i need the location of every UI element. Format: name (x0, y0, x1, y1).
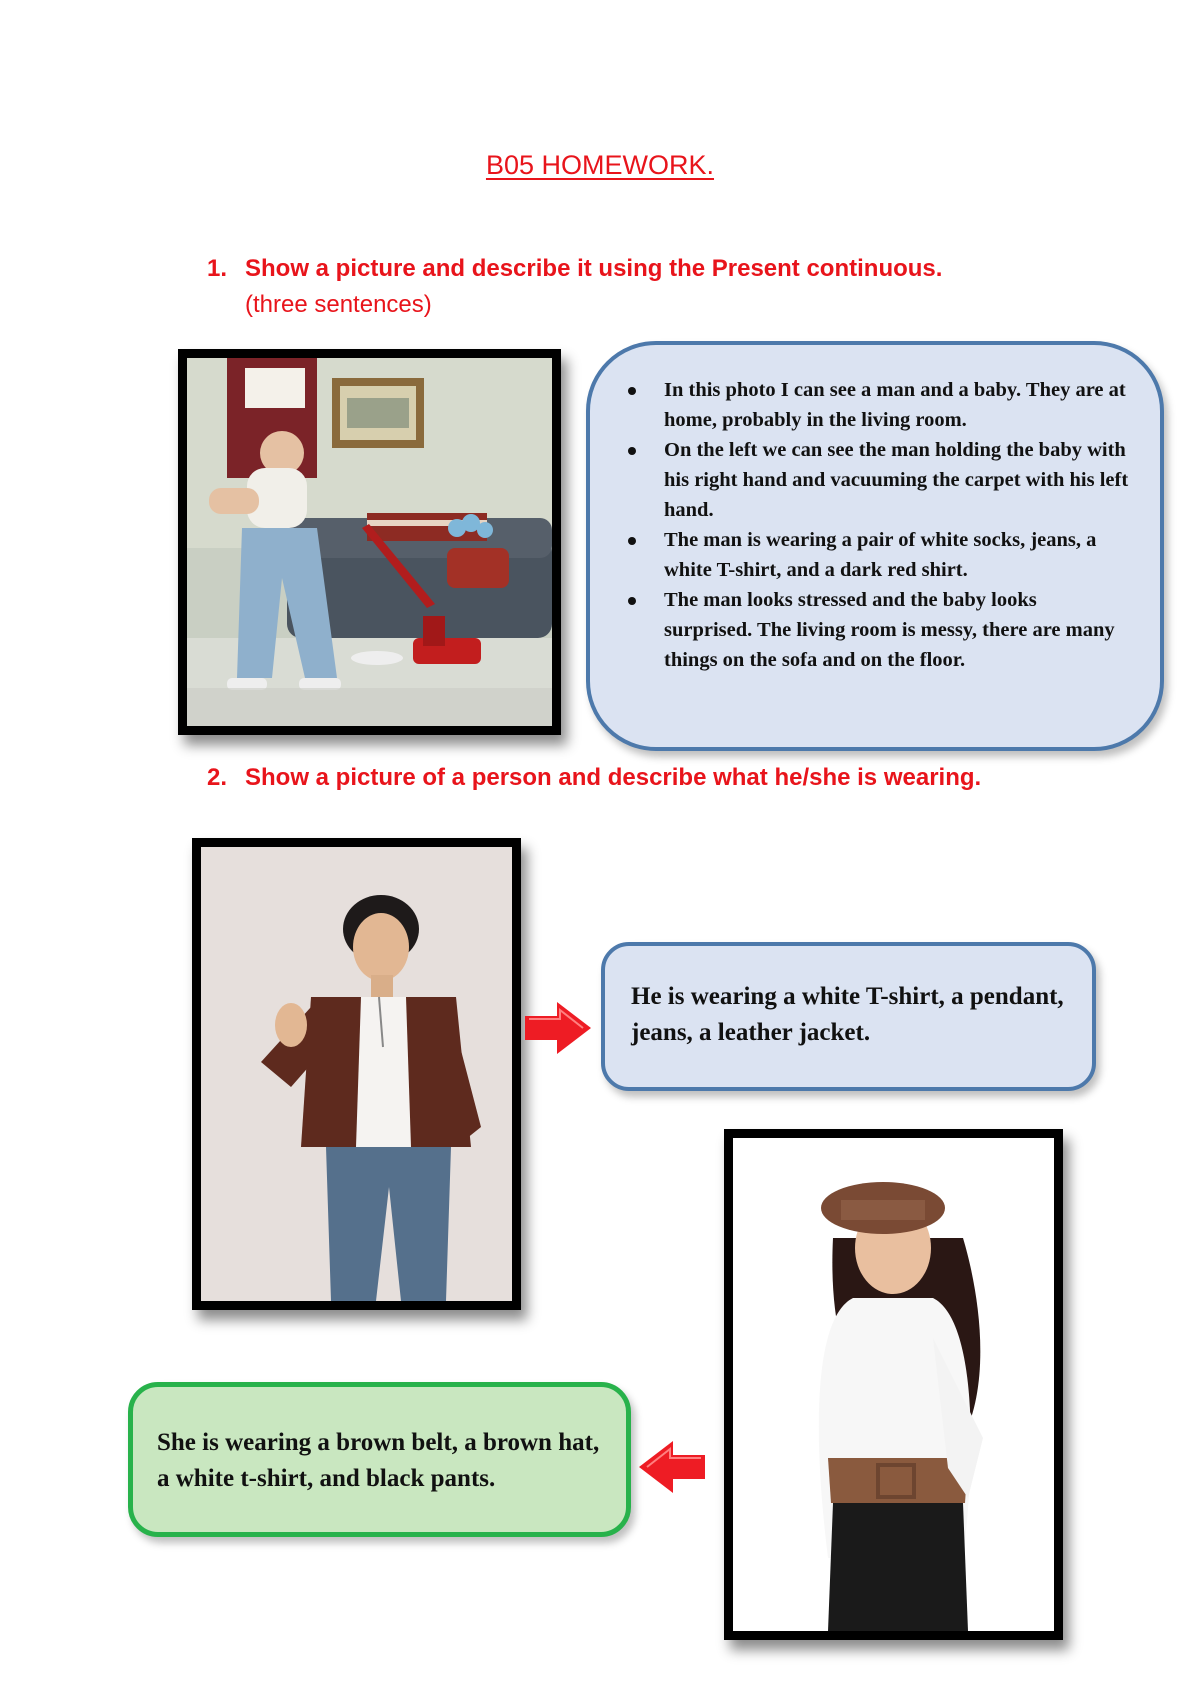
question-2-text: Show a picture of a person and describe what he/she is wearing. (245, 764, 982, 791)
description-bullets (590, 375, 1130, 675)
woman-illustration (733, 1138, 1054, 1631)
description-box (586, 341, 1164, 751)
man-caption-text: He is wearing a white T-shirt, a pendant, jeans, a leather jacket. (631, 983, 1064, 1046)
arrow-left-icon (637, 1439, 707, 1495)
woman-caption-box (128, 1382, 631, 1537)
bullet-icon (628, 597, 636, 605)
woman-caption-text: She is wearing a brown belt, a brown hat, a white t-shirt, and black pants. (157, 1429, 600, 1492)
description-bullet (590, 435, 1130, 525)
description-bullet (590, 585, 1130, 675)
description-bullet-text: The man is wearing a pair of white socks, jeans, a white T-shirt, and a dark red shirt. (664, 529, 1097, 581)
question-1-text: Show a picture and describe it using the Present continuous. (245, 255, 943, 282)
question-2-number: 2. (207, 764, 228, 791)
man-caption-box (601, 942, 1096, 1091)
page-title: B05 HOMEWORK. (485, 150, 715, 180)
question-1 (207, 255, 942, 319)
question-1-subtext: (three sentences) (245, 291, 432, 318)
bullet-icon (628, 537, 636, 545)
bullet-icon (628, 447, 636, 455)
bullet-icon (628, 387, 636, 395)
man-illustration (201, 847, 512, 1301)
arrow-right-icon (523, 1000, 593, 1056)
description-bullet-text: The man looks stressed and the baby looks surprised. The living room is messy, there are many things on the sofa and on the floor. (664, 589, 1115, 671)
question-1-number: 1. (207, 255, 228, 282)
description-bullet (590, 525, 1130, 585)
description-bullet (590, 375, 1130, 435)
living-room-illustration (187, 358, 552, 726)
description-bullet-text: In this photo I can see a man and a baby. They are at home, probably in the living room. (664, 379, 1126, 431)
question-2 (207, 764, 981, 792)
man-with-baby-photo (178, 349, 561, 735)
woman-photo (724, 1129, 1063, 1640)
man-photo (192, 838, 521, 1310)
description-bullet-text: On the left we can see the man holding the baby with his right hand and vacuuming the carpet with his left hand. (664, 439, 1129, 521)
